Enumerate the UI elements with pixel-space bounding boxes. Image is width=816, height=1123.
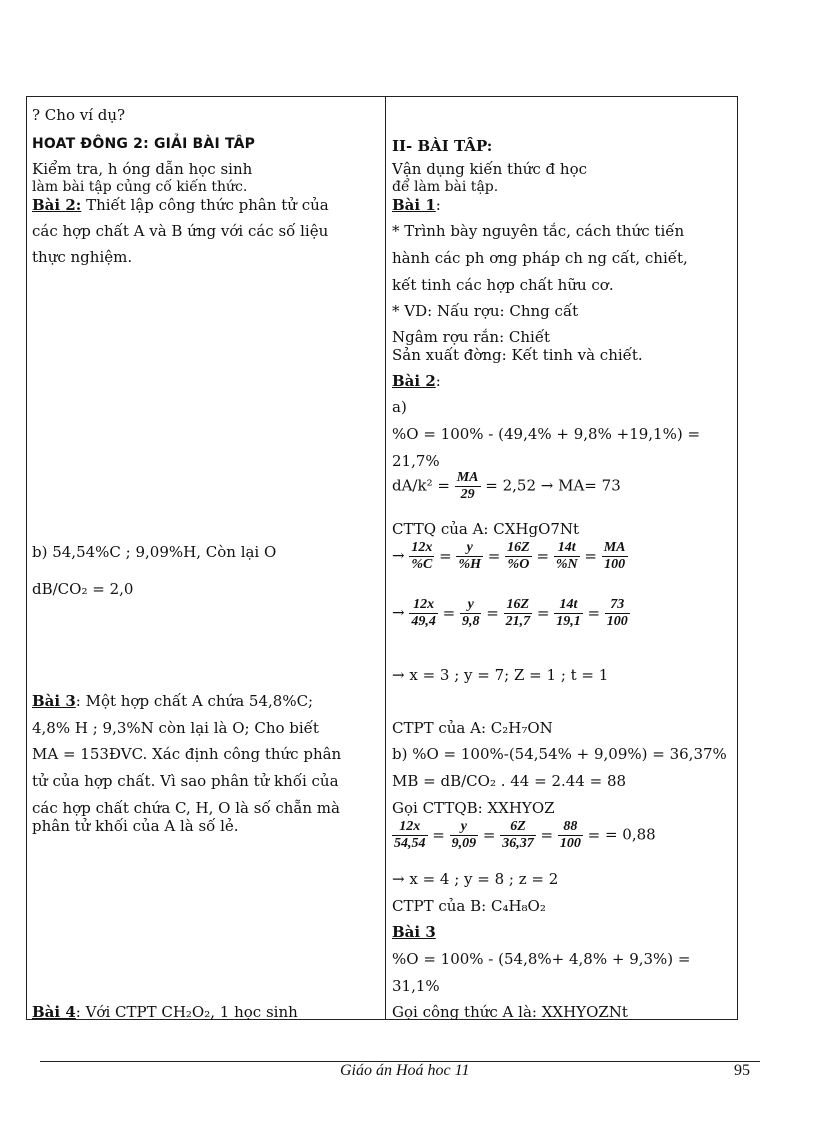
fraction bbox=[392, 819, 428, 852]
equals-sign: = bbox=[427, 825, 450, 844]
fraction-numerator: 73 bbox=[605, 597, 630, 614]
right-cttqb: Gọi CTTQB: XXHYOZ bbox=[392, 799, 555, 817]
fraction-denominator: 19,1 bbox=[556, 614, 581, 629]
fraction bbox=[500, 819, 536, 852]
fraction-numerator: 88 bbox=[558, 819, 583, 836]
right-bai1-line3: kết tinh các hợp chất hữu cơ. bbox=[392, 276, 614, 294]
bai2-text: Thiết lập công thức phân tử của bbox=[81, 196, 329, 214]
equals-sign: = bbox=[437, 603, 460, 622]
fraction-numerator: y bbox=[456, 540, 483, 557]
fraction-denominator: %N bbox=[555, 557, 578, 572]
equals-sign: = bbox=[532, 603, 555, 622]
left-bai3-line3: MA = 153ĐVC. Xác định công thức phân bbox=[32, 745, 342, 763]
fraction-denominator: 9,09 bbox=[451, 836, 477, 851]
fraction bbox=[504, 597, 533, 630]
left-bai3-line2: 4,8% H ; 9,3%N còn lại là O; Cho biết bbox=[32, 719, 319, 737]
left-intro-2: làm bài tập củng cố kiến thức. bbox=[32, 179, 248, 195]
fraction-denominator: 100 bbox=[604, 557, 626, 572]
fraction-denominator: %H bbox=[458, 557, 482, 572]
fraction-group-3: $\frac{12x}{54,54}$ = $\frac{y}{9,09}$ = $\frac{6Z}{36,37}$ = $\frac{88}{100}$ = bbox=[394, 819, 605, 851]
right-ctpt-b: CTPT của B: C₄H₈O₂ bbox=[392, 897, 546, 915]
left-bai2-line2: các hợp chất A và B ứng với các số liệu bbox=[32, 222, 329, 240]
fraction-numerator: y bbox=[450, 819, 479, 836]
fraction-denominator: 49,4 bbox=[411, 614, 436, 629]
bai2-label: Bài 2: bbox=[32, 196, 82, 214]
right-heading: II- BÀI TÂP: bbox=[392, 137, 493, 155]
fraction bbox=[505, 540, 532, 573]
fraction bbox=[409, 597, 438, 630]
fraction-numerator: 14t bbox=[554, 540, 580, 557]
right-bai1-line4: * VD: Nấu rợu: Chng cất bbox=[392, 302, 579, 320]
right-bai3: Bài 3 bbox=[392, 923, 436, 941]
equals-sign: = bbox=[481, 603, 504, 622]
fraction-denominator: 9,8 bbox=[461, 614, 480, 629]
page-number: 95 bbox=[734, 1062, 750, 1079]
right-fraction-row-1: → $\frac{12x}{\%C}$ = $\frac{y}{\%H}$ = $\frac{16Z}{\%O}$ = $\frac{14t}{\%N}$ = $\frac{MA}{100}$ bbox=[392, 540, 626, 572]
equals-sign: = bbox=[483, 546, 506, 565]
fraction-denominator: 54,54 bbox=[394, 836, 426, 851]
fraction bbox=[558, 819, 583, 852]
right-xyz-1: → x = 3 ; y = 7; Z = 1 ; t = 1 bbox=[392, 666, 609, 684]
right-bai1-line2: hành các ph ơng pháp ch ng cất, chiết, bbox=[392, 249, 688, 267]
question-line: ? Cho ví dụ? bbox=[32, 106, 126, 124]
fraction bbox=[456, 540, 483, 573]
fraction-numerator: 14t bbox=[554, 597, 583, 614]
fraction-numerator: MA bbox=[603, 540, 626, 555]
fraction bbox=[605, 597, 630, 630]
right-o3-line2: 31,1% bbox=[392, 977, 440, 995]
fraction bbox=[409, 540, 434, 573]
fraction-denominator: 21,7 bbox=[505, 614, 531, 629]
fraction-denominator: 100 bbox=[606, 614, 628, 629]
right-bai1: Bài 1: bbox=[392, 196, 441, 214]
right-fraction-row-3: $\frac{12x}{54,54}$ = $\frac{y}{9,09}$ = $\frac{6Z}{36,37}$ = $\frac{88}{100}$ = = 0,88 bbox=[394, 819, 656, 851]
fraction bbox=[602, 540, 628, 573]
right-o-line2: 21,7% bbox=[392, 452, 440, 470]
fraction-group-1 bbox=[409, 540, 627, 572]
fraction-denominator: %O bbox=[507, 557, 530, 572]
left-bai3-line6: phân tử khối của A là số lẻ. bbox=[32, 817, 239, 835]
left-bai3-line5: các hợp chất chứa C, H, O là số chẵn mà bbox=[32, 799, 340, 817]
right-bai2: Bài 2: bbox=[392, 372, 441, 390]
right-ctpt-a: CTPT của A: C₂H₇ON bbox=[392, 719, 553, 737]
right-bai1-line6: Sản xuất đờng: Kết tinh và chiết. bbox=[392, 346, 643, 364]
equals-sign: = bbox=[579, 546, 602, 565]
right-fraction-row-2: → $\frac{12x}{49,4}$ = $\frac{y}{9,8}$ = $\frac{16Z}{21,7}$ = $\frac{14t}{19,1}$ = $\frac{73}{100}$ bbox=[392, 597, 628, 629]
fraction bbox=[554, 540, 580, 573]
right-intro-2: để làm bài tập. bbox=[392, 179, 499, 195]
left-bai2-line1 bbox=[32, 196, 329, 214]
left-db-line: dB/CO₂ = 2,0 bbox=[32, 580, 134, 598]
fraction-numerator: 12x bbox=[392, 819, 428, 836]
fraction bbox=[450, 819, 479, 852]
bai4-label: Bài 4 bbox=[32, 1003, 76, 1021]
fraction-group-2 bbox=[409, 597, 629, 629]
fraction-denominator: 36,37 bbox=[502, 836, 534, 851]
left-intro-1: Kiểm tra, h óng dẫn học sinh bbox=[32, 160, 253, 178]
right-last-line: Gọi công thức A là: XXHYOZNt bbox=[392, 1003, 628, 1021]
right-o3-line1: %O = 100% - (54,8%+ 4,8% + 9,3%) = bbox=[392, 950, 691, 968]
right-xyz-2: → x = 4 ; y = 8 ; z = 2 bbox=[392, 870, 559, 888]
fraction-denominator: %C bbox=[411, 557, 433, 572]
fraction-numerator: y bbox=[460, 597, 482, 614]
left-bai2-line3: thực nghiệm. bbox=[32, 248, 133, 266]
fraction-numerator: 6Z bbox=[500, 819, 536, 836]
equals-sign: = bbox=[434, 546, 457, 565]
left-bai4-line1: Bài 4: Với CTPT CH₂O₂, 1 học sinh bbox=[32, 1003, 298, 1021]
fraction-numerator: 12x bbox=[409, 597, 438, 614]
left-bai3-line1: Bài 3: Một hợp chất A chứa 54,8%C; bbox=[32, 692, 314, 710]
left-bai3-line4: tử của hợp chất. Vì sao phân tử khối của bbox=[32, 772, 339, 790]
dA-fraction: $\frac{MA}{29}$ bbox=[456, 470, 479, 502]
activity-heading: HOAT ĐÔNG 2: GIẢI BÀI TÂP bbox=[32, 136, 256, 152]
right-o-line1: %O = 100% - (49,4% + 9,8% +19,1%) = bbox=[392, 425, 701, 443]
fraction-denominator: 100 bbox=[559, 836, 581, 851]
right-cttq-a: CTTQ của A: CXHgO7Nt bbox=[392, 520, 580, 538]
column-divider bbox=[385, 96, 386, 1020]
right-mb: MB = dB/CO₂ . 44 = 2.44 = 88 bbox=[392, 772, 627, 790]
bai3-label: Bài 3 bbox=[32, 692, 76, 710]
fraction-numerator: 16Z bbox=[507, 540, 530, 555]
right-intro-1: Vận dụng kiến thức đ học bbox=[392, 160, 588, 178]
right-b-o: b) %O = 100%-(54,54% + 9,09%) = 36,37% bbox=[392, 745, 727, 763]
left-b-line: b) 54,54%C ; 9,09%H, Còn lại O bbox=[32, 543, 277, 561]
equals-sign: = bbox=[582, 603, 605, 622]
equals-sign: = bbox=[478, 825, 501, 844]
equals-sign: = bbox=[531, 546, 554, 565]
right-dA-line: dA/k² = $\frac{MA}{29}$ = 2,52 → MA= 73 bbox=[392, 470, 621, 502]
fraction bbox=[460, 597, 482, 630]
right-a: a) bbox=[392, 398, 407, 416]
right-bai1-line5: Ngâm rợu rắn: Chiết bbox=[392, 328, 551, 346]
right-bai1-line1: * Trình bày nguyên tắc, cách thức tiến bbox=[392, 222, 685, 240]
fraction-numerator: 16Z bbox=[504, 597, 533, 614]
fraction-numerator: 12x bbox=[411, 540, 433, 555]
equals-sign: = bbox=[535, 825, 558, 844]
footer-title: Giáo án Hoá hoc 11 bbox=[340, 1062, 470, 1079]
fraction bbox=[554, 597, 583, 630]
